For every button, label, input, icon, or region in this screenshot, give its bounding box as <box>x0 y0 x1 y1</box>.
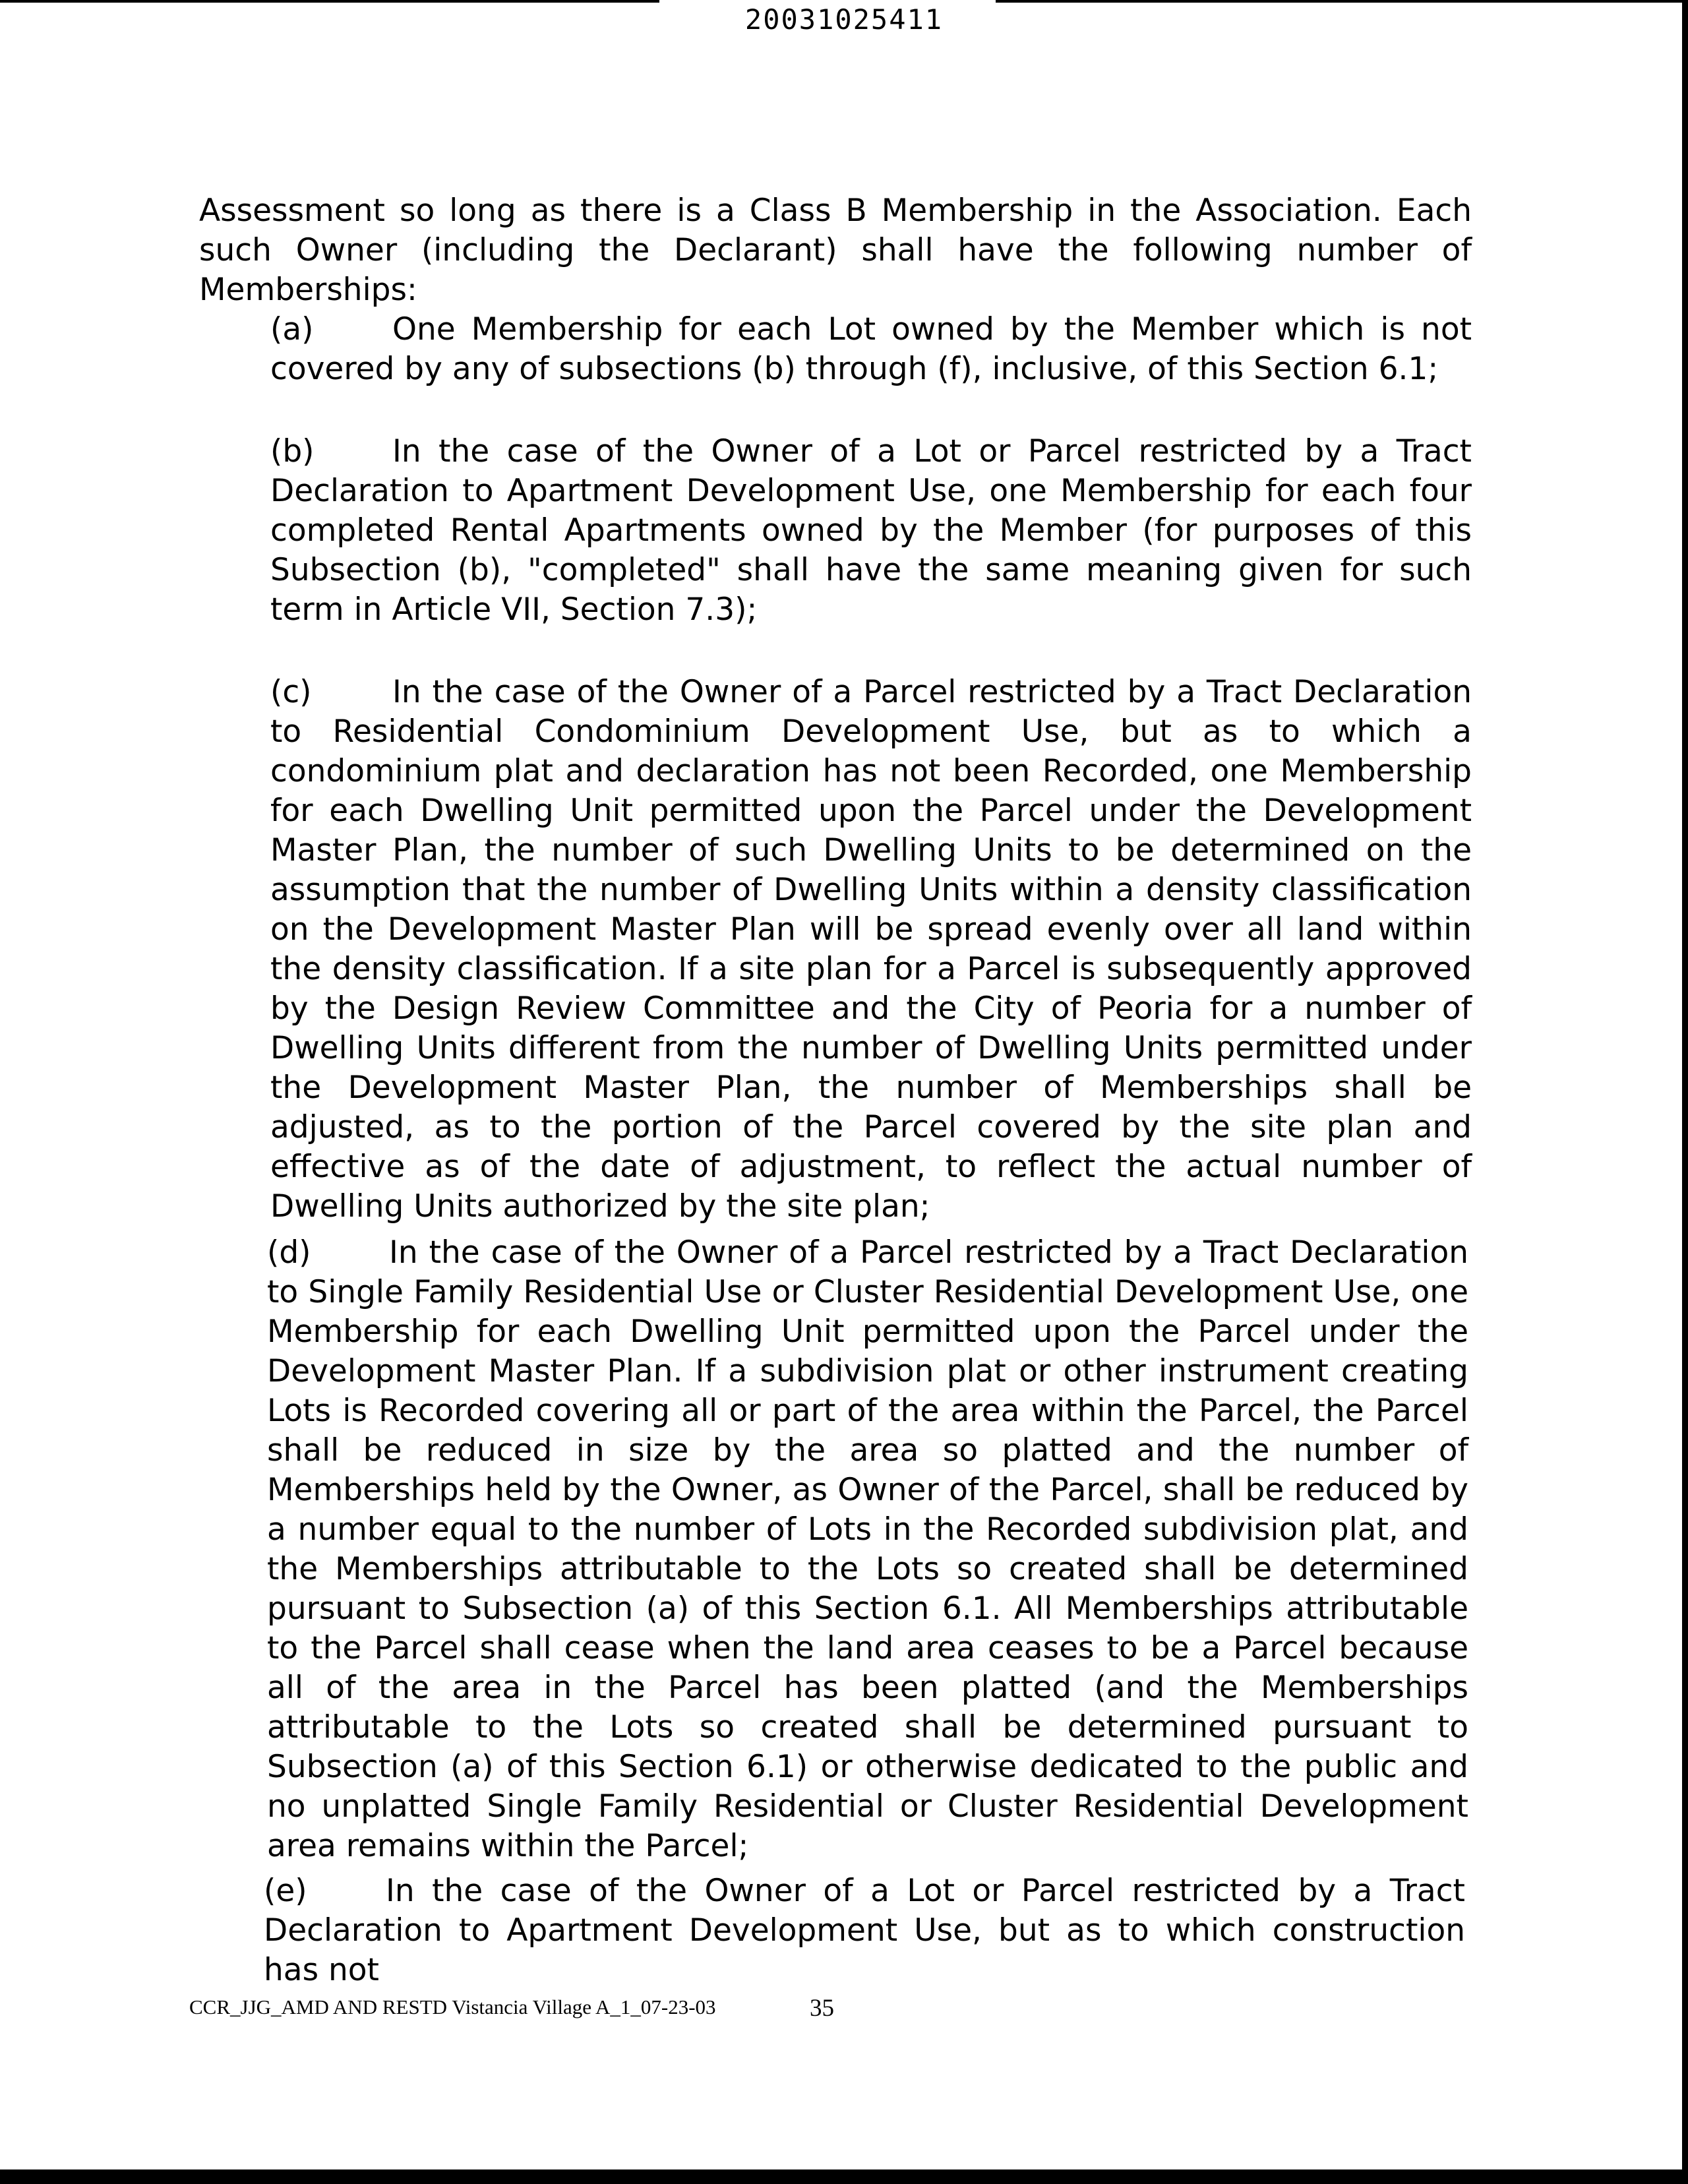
subsection-b <box>270 432 1472 630</box>
subsection-text: In the case of the Owner of a Parcel restricted by a Tract Declaration to Residential Condominium Development Use, but as to which a condominium plat and declaration has not been Recorded, one Membership for each Dwelling Unit permitted upon the Parcel under the Development Master Plan, the number of such Dwelling Units to be determined on the assumption that the number of Dwelling Units within a density classification on the Development Master Plan will be spread evenly over all land within the density classification. If a site plan for a Parcel is subsequently approved by the Design Review Committee and the City of Peoria for a number of Dwelling Units different from the number of Dwelling Units permitted under the Development Master Plan, the number of Memberships shall be adjusted, as to the portion of the Parcel covered by the site plan and effective as of the date of adjustment, to reflect the actual number of Dwelling Units authorized by the site plan; <box>270 674 1472 1225</box>
subsection-label: (c) <box>270 674 312 710</box>
subsection-c <box>270 673 1472 1227</box>
subsection-label: (d) <box>267 1234 311 1271</box>
right-scan-border <box>1682 0 1688 2184</box>
page-number: 35 <box>810 1995 834 2022</box>
subsection-e <box>264 1871 1465 1990</box>
subsection-text: In the case of the Owner of a Lot or Parcel restricted by a Tract Declaration to Apartment Development Use, one Membership for each four completed Rental Apartments owned by the Member (for purposes of this Subsection (b), "completed" shall have the same meaning given for such term in Article VII, Section 7.3); <box>270 433 1472 628</box>
bottom-scan-border <box>0 2169 1688 2184</box>
subsection-label: (a) <box>270 311 314 348</box>
footer-file-reference: CCR_JJG_AMD AND RESTD Vistancia Village A_1_07-23-03 <box>189 1995 716 2018</box>
subsection-label: (e) <box>264 1873 307 1909</box>
subsection-d <box>267 1233 1468 1866</box>
subsection-a <box>270 310 1472 389</box>
recording-number: 20031025411 <box>744 3 944 36</box>
subsection-text: In the case of the Owner of a Parcel restricted by a Tract Declaration to Single Family Residential Use or Cluster Residential Development Use, one Membership for each Dwelling Unit permitted upon the Parcel under the Development Master Plan. If a subdivision plat or other instrument creating Lots is Recorded covering all or part of the area within the Parcel, the Parcel shall be reduced in size by the area so platted and the number of Memberships held by the Owner, as Owner of the Parcel, shall be reduced by a number equal to the number of Lots in the Recorded subdivision plat, and the Memberships attributable to the Lots so created shall be determined pursuant to Subsection (a) of this Section 6.1. All Memberships attributable to the Parcel shall cease when the land area ceases to be a Parcel because all of the area in the Parcel has been platted (and the Memberships attributable to the Lots so created shall be determined pursuant to Subsection (a) of this Section 6.1) or otherwise dedicated to the public and no unplatted Single Family Residential or Cluster Residential Development area remains within the Parcel; <box>267 1234 1468 1864</box>
intro-paragraph: Assessment so long as there is a Class B Membership in the Association. Each such Owner (including the Declarant) shall have the following number of Memberships: <box>199 193 1472 308</box>
subsection-text: One Membership for each Lot owned by the Member which is not covered by any of subsections (b) through (f), inclusive, of this Section 6.1; <box>270 311 1472 387</box>
subsection-text: In the case of the Owner of a Lot or Parcel restricted by a Tract Declaration to Apartment Development Use, but as to which construction has not <box>264 1873 1465 1988</box>
subsection-label: (b) <box>270 433 315 470</box>
